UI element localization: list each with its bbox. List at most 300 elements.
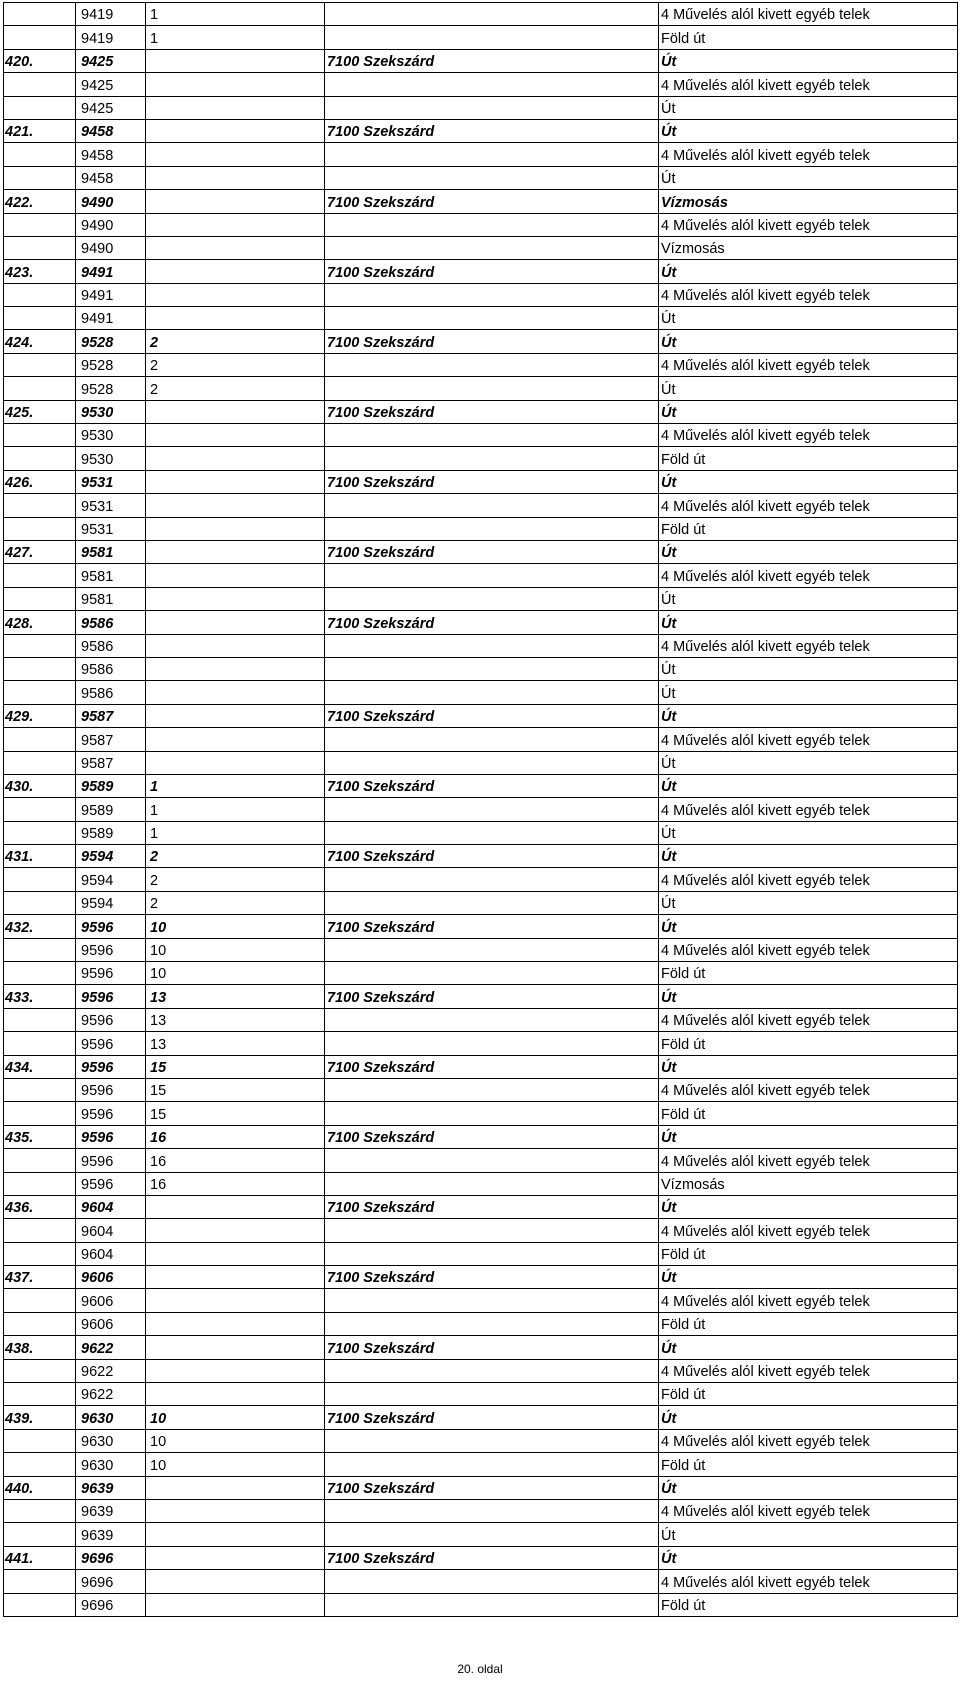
record-detail-row: [4, 213, 958, 236]
empty-location-cell: [325, 728, 659, 751]
empty-location-cell: [325, 938, 659, 961]
record-lot-number: 9531: [76, 470, 146, 493]
record-detail-row: [4, 236, 958, 259]
detail-lot-number: 9490: [76, 236, 146, 259]
empty-number-cell: [4, 447, 76, 470]
detail-lot-number: 9639: [76, 1500, 146, 1523]
record-location: 7100 Szekszárd: [325, 774, 659, 797]
detail-land-use: Út: [659, 657, 958, 680]
record-land-use: Út: [659, 1476, 958, 1499]
empty-number-cell: [4, 236, 76, 259]
detail-sub-number: [146, 96, 325, 119]
record-header-row: [4, 1336, 958, 1359]
detail-sub-number: 2: [146, 868, 325, 891]
detail-land-use: 4 Művelés alól kivett egyéb telek: [659, 868, 958, 891]
detail-lot-number: 9458: [76, 166, 146, 189]
record-lot-number: 9491: [76, 260, 146, 283]
empty-number-cell: [4, 1032, 76, 1055]
record-header-row: [4, 704, 958, 727]
empty-number-cell: [4, 1102, 76, 1125]
empty-location-cell: [325, 1008, 659, 1031]
detail-land-use: Vízmosás: [659, 1172, 958, 1195]
detail-sub-number: 15: [146, 1078, 325, 1101]
empty-location-cell: [325, 1383, 659, 1406]
record-detail-row: [4, 166, 958, 189]
empty-number-cell: [4, 143, 76, 166]
record-sub-number: [146, 119, 325, 142]
empty-location-cell: [325, 424, 659, 447]
record-detail-row: [4, 1032, 958, 1055]
record-detail-row: [4, 587, 958, 610]
detail-land-use: Föld út: [659, 1032, 958, 1055]
detail-lot-number: 9639: [76, 1523, 146, 1546]
record-land-use: Út: [659, 400, 958, 423]
detail-lot-number: 9581: [76, 564, 146, 587]
detail-sub-number: [146, 213, 325, 236]
detail-land-use: 4 Művelés alól kivett egyéb telek: [659, 424, 958, 447]
record-detail-row: [4, 307, 958, 330]
empty-number-cell: [4, 1429, 76, 1452]
record-sub-number: [146, 49, 325, 72]
detail-lot-number: 9606: [76, 1289, 146, 1312]
detail-sub-number: 13: [146, 1008, 325, 1031]
record-header-row: [4, 1546, 958, 1569]
detail-lot-number: 9596: [76, 1149, 146, 1172]
record-detail-row: [4, 447, 958, 470]
record-lot-number: 9586: [76, 611, 146, 634]
empty-location-cell: [325, 517, 659, 540]
empty-location-cell: [325, 213, 659, 236]
record-header-row: [4, 1125, 958, 1148]
detail-land-use: 4 Művelés alól kivett egyéb telek: [659, 564, 958, 587]
record-detail-row: [4, 73, 958, 96]
record-land-use: Út: [659, 470, 958, 493]
empty-location-cell: [325, 353, 659, 376]
empty-location-cell: [325, 634, 659, 657]
empty-location-cell: [325, 1570, 659, 1593]
empty-location-cell: [325, 96, 659, 119]
record-header-row: [4, 540, 958, 563]
detail-lot-number: 9622: [76, 1359, 146, 1382]
record-number: 430.: [4, 774, 76, 797]
detail-lot-number: 9530: [76, 424, 146, 447]
empty-number-cell: [4, 166, 76, 189]
record-lot-number: 9458: [76, 119, 146, 142]
detail-land-use: Út: [659, 681, 958, 704]
record-number: 440.: [4, 1476, 76, 1499]
record-detail-row: [4, 1593, 958, 1616]
record-number: 423.: [4, 260, 76, 283]
record-number: 441.: [4, 1546, 76, 1569]
detail-sub-number: [146, 1219, 325, 1242]
record-detail-row: [4, 143, 958, 166]
detail-lot-number: 9596: [76, 1008, 146, 1031]
detail-sub-number: [146, 1312, 325, 1335]
record-detail-row: [4, 1242, 958, 1265]
record-sub-number: [146, 540, 325, 563]
record-land-use: Út: [659, 611, 958, 634]
record-location: 7100 Szekszárd: [325, 704, 659, 727]
detail-sub-number: [146, 424, 325, 447]
detail-lot-number: 9490: [76, 213, 146, 236]
record-location: 7100 Szekszárd: [325, 190, 659, 213]
detail-lot-number: 9531: [76, 494, 146, 517]
record-header-row: [4, 1055, 958, 1078]
record-location: 7100 Szekszárd: [325, 1195, 659, 1218]
detail-lot-number: 9586: [76, 634, 146, 657]
record-detail-row: [4, 494, 958, 517]
detail-lot-number: 9594: [76, 868, 146, 891]
detail-lot-number: 9604: [76, 1242, 146, 1265]
detail-land-use: 4 Művelés alól kivett egyéb telek: [659, 3, 958, 26]
record-header-row: [4, 915, 958, 938]
record-location: 7100 Szekszárd: [325, 119, 659, 142]
record-location: 7100 Szekszárd: [325, 1055, 659, 1078]
record-sub-number: 1: [146, 774, 325, 797]
empty-number-cell: [4, 1453, 76, 1476]
empty-location-cell: [325, 26, 659, 49]
record-header-row: [4, 611, 958, 634]
empty-location-cell: [325, 1312, 659, 1335]
record-land-use: Út: [659, 1195, 958, 1218]
empty-number-cell: [4, 1172, 76, 1195]
detail-lot-number: 9531: [76, 517, 146, 540]
detail-sub-number: 2: [146, 377, 325, 400]
detail-sub-number: [146, 73, 325, 96]
detail-land-use: Út: [659, 307, 958, 330]
empty-location-cell: [325, 1359, 659, 1382]
record-detail-row: [4, 798, 958, 821]
record-detail-row: [4, 377, 958, 400]
record-lot-number: 9425: [76, 49, 146, 72]
detail-land-use: Föld út: [659, 1242, 958, 1265]
record-lot-number: 9589: [76, 774, 146, 797]
detail-land-use: 4 Művelés alól kivett egyéb telek: [659, 1570, 958, 1593]
record-header-row: [4, 119, 958, 142]
detail-sub-number: [146, 1593, 325, 1616]
detail-lot-number: 9596: [76, 1172, 146, 1195]
detail-sub-number: [146, 728, 325, 751]
detail-land-use: Út: [659, 166, 958, 189]
record-sub-number: [146, 1195, 325, 1218]
empty-location-cell: [325, 1219, 659, 1242]
empty-number-cell: [4, 938, 76, 961]
record-sub-number: [146, 1336, 325, 1359]
empty-location-cell: [325, 891, 659, 914]
record-header-row: [4, 330, 958, 353]
record-detail-row: [4, 1453, 958, 1476]
property-registry-table: [3, 2, 958, 1617]
empty-number-cell: [4, 962, 76, 985]
detail-sub-number: 15: [146, 1102, 325, 1125]
record-lot-number: 9587: [76, 704, 146, 727]
record-header-row: [4, 774, 958, 797]
empty-number-cell: [4, 1078, 76, 1101]
record-detail-row: [4, 681, 958, 704]
detail-sub-number: [146, 564, 325, 587]
detail-sub-number: 10: [146, 962, 325, 985]
detail-land-use: 4 Művelés alól kivett egyéb telek: [659, 1149, 958, 1172]
detail-sub-number: [146, 1523, 325, 1546]
detail-land-use: Föld út: [659, 26, 958, 49]
record-sub-number: [146, 260, 325, 283]
record-location: 7100 Szekszárd: [325, 400, 659, 423]
empty-location-cell: [325, 166, 659, 189]
record-header-row: [4, 985, 958, 1008]
detail-land-use: Föld út: [659, 447, 958, 470]
empty-number-cell: [4, 517, 76, 540]
empty-number-cell: [4, 751, 76, 774]
record-detail-row: [4, 1219, 958, 1242]
detail-land-use: 4 Művelés alól kivett egyéb telek: [659, 798, 958, 821]
record-sub-number: 16: [146, 1125, 325, 1148]
empty-number-cell: [4, 1523, 76, 1546]
detail-lot-number: 9596: [76, 1032, 146, 1055]
record-number: 438.: [4, 1336, 76, 1359]
empty-location-cell: [325, 564, 659, 587]
record-detail-row: [4, 1523, 958, 1546]
detail-lot-number: 9594: [76, 891, 146, 914]
record-sub-number: [146, 470, 325, 493]
detail-sub-number: 1: [146, 821, 325, 844]
empty-location-cell: [325, 307, 659, 330]
detail-sub-number: [146, 1359, 325, 1382]
record-header-row: [4, 1406, 958, 1429]
empty-number-cell: [4, 891, 76, 914]
record-location: 7100 Szekszárd: [325, 49, 659, 72]
detail-land-use: 4 Művelés alól kivett egyéb telek: [659, 728, 958, 751]
detail-land-use: Vízmosás: [659, 236, 958, 259]
record-land-use: Vízmosás: [659, 190, 958, 213]
empty-location-cell: [325, 821, 659, 844]
detail-lot-number: 9425: [76, 73, 146, 96]
record-number: 421.: [4, 119, 76, 142]
empty-number-cell: [4, 1219, 76, 1242]
record-land-use: Út: [659, 540, 958, 563]
detail-sub-number: 10: [146, 938, 325, 961]
record-header-row: [4, 1266, 958, 1289]
record-location: 7100 Szekszárd: [325, 1266, 659, 1289]
detail-sub-number: [146, 447, 325, 470]
empty-location-cell: [325, 657, 659, 680]
record-lot-number: 9594: [76, 845, 146, 868]
record-location: 7100 Szekszárd: [325, 1476, 659, 1499]
detail-lot-number: 9491: [76, 283, 146, 306]
detail-lot-number: 9528: [76, 353, 146, 376]
record-detail-row: [4, 283, 958, 306]
empty-number-cell: [4, 353, 76, 376]
record-detail-row: [4, 1102, 958, 1125]
record-sub-number: 15: [146, 1055, 325, 1078]
detail-sub-number: 1: [146, 3, 325, 26]
detail-sub-number: [146, 1383, 325, 1406]
empty-number-cell: [4, 3, 76, 26]
record-land-use: Út: [659, 1336, 958, 1359]
detail-land-use: 4 Művelés alól kivett egyéb telek: [659, 938, 958, 961]
empty-number-cell: [4, 1383, 76, 1406]
record-land-use: Út: [659, 704, 958, 727]
record-lot-number: 9490: [76, 190, 146, 213]
record-number: 424.: [4, 330, 76, 353]
detail-lot-number: 9530: [76, 447, 146, 470]
detail-lot-number: 9491: [76, 307, 146, 330]
record-detail-row: [4, 962, 958, 985]
empty-number-cell: [4, 1289, 76, 1312]
record-detail-row: [4, 96, 958, 119]
detail-lot-number: 9528: [76, 377, 146, 400]
record-detail-row: [4, 1008, 958, 1031]
record-land-use: Út: [659, 774, 958, 797]
empty-location-cell: [325, 447, 659, 470]
empty-number-cell: [4, 657, 76, 680]
record-location: 7100 Szekszárd: [325, 1546, 659, 1569]
record-location: 7100 Szekszárd: [325, 915, 659, 938]
detail-lot-number: 9596: [76, 1078, 146, 1101]
record-sub-number: 13: [146, 985, 325, 1008]
detail-lot-number: 9589: [76, 798, 146, 821]
detail-sub-number: [146, 494, 325, 517]
detail-land-use: 4 Művelés alól kivett egyéb telek: [659, 353, 958, 376]
empty-number-cell: [4, 728, 76, 751]
record-land-use: Út: [659, 1125, 958, 1148]
record-number: 422.: [4, 190, 76, 213]
record-number: 437.: [4, 1266, 76, 1289]
record-detail-row: [4, 1500, 958, 1523]
record-location: 7100 Szekszárd: [325, 845, 659, 868]
record-land-use: Út: [659, 915, 958, 938]
detail-land-use: 4 Művelés alól kivett egyéb telek: [659, 1359, 958, 1382]
empty-location-cell: [325, 868, 659, 891]
record-land-use: Út: [659, 119, 958, 142]
empty-location-cell: [325, 73, 659, 96]
record-sub-number: [146, 1546, 325, 1569]
empty-location-cell: [325, 1593, 659, 1616]
record-lot-number: 9528: [76, 330, 146, 353]
detail-land-use: Föld út: [659, 1102, 958, 1125]
detail-land-use: Út: [659, 821, 958, 844]
detail-sub-number: [146, 681, 325, 704]
detail-lot-number: 9581: [76, 587, 146, 610]
detail-lot-number: 9630: [76, 1429, 146, 1452]
detail-land-use: Föld út: [659, 1593, 958, 1616]
detail-lot-number: 9589: [76, 821, 146, 844]
record-sub-number: [146, 611, 325, 634]
detail-land-use: 4 Művelés alól kivett egyéb telek: [659, 213, 958, 236]
detail-sub-number: [146, 587, 325, 610]
detail-lot-number: 9622: [76, 1383, 146, 1406]
empty-location-cell: [325, 751, 659, 774]
record-number: 425.: [4, 400, 76, 423]
record-land-use: Út: [659, 49, 958, 72]
record-land-use: Út: [659, 330, 958, 353]
registry-body: [4, 3, 958, 1617]
empty-number-cell: [4, 377, 76, 400]
record-header-row: [4, 190, 958, 213]
record-land-use: Út: [659, 1546, 958, 1569]
record-number: 436.: [4, 1195, 76, 1218]
empty-number-cell: [4, 26, 76, 49]
empty-location-cell: [325, 3, 659, 26]
detail-land-use: 4 Művelés alól kivett egyéb telek: [659, 494, 958, 517]
record-detail-row: [4, 1289, 958, 1312]
empty-number-cell: [4, 1593, 76, 1616]
record-lot-number: 9596: [76, 915, 146, 938]
record-sub-number: [146, 1266, 325, 1289]
detail-land-use: Föld út: [659, 1312, 958, 1335]
empty-number-cell: [4, 1359, 76, 1382]
detail-sub-number: 1: [146, 798, 325, 821]
record-detail-row: [4, 1570, 958, 1593]
record-land-use: Út: [659, 1266, 958, 1289]
empty-number-cell: [4, 798, 76, 821]
detail-sub-number: [146, 657, 325, 680]
record-number: 420.: [4, 49, 76, 72]
record-detail-row: [4, 3, 958, 26]
detail-sub-number: 1: [146, 26, 325, 49]
detail-sub-number: [146, 1242, 325, 1265]
detail-sub-number: [146, 1289, 325, 1312]
record-number: 433.: [4, 985, 76, 1008]
empty-number-cell: [4, 96, 76, 119]
empty-location-cell: [325, 1242, 659, 1265]
empty-number-cell: [4, 1312, 76, 1335]
empty-location-cell: [325, 1172, 659, 1195]
record-sub-number: 10: [146, 1406, 325, 1429]
detail-sub-number: [146, 307, 325, 330]
detail-lot-number: 9606: [76, 1312, 146, 1335]
empty-number-cell: [4, 307, 76, 330]
detail-lot-number: 9696: [76, 1593, 146, 1616]
detail-sub-number: [146, 517, 325, 540]
record-header-row: [4, 49, 958, 72]
detail-land-use: Út: [659, 751, 958, 774]
record-detail-row: [4, 868, 958, 891]
record-detail-row: [4, 938, 958, 961]
detail-sub-number: 10: [146, 1453, 325, 1476]
detail-land-use: 4 Művelés alól kivett egyéb telek: [659, 1008, 958, 1031]
detail-lot-number: 9596: [76, 938, 146, 961]
record-sub-number: 2: [146, 845, 325, 868]
detail-lot-number: 9419: [76, 3, 146, 26]
detail-sub-number: 2: [146, 353, 325, 376]
empty-location-cell: [325, 1289, 659, 1312]
record-detail-row: [4, 1359, 958, 1382]
detail-sub-number: [146, 143, 325, 166]
record-location: 7100 Szekszárd: [325, 330, 659, 353]
record-number: 429.: [4, 704, 76, 727]
detail-lot-number: 9419: [76, 26, 146, 49]
empty-location-cell: [325, 1102, 659, 1125]
record-detail-row: [4, 821, 958, 844]
record-location: 7100 Szekszárd: [325, 985, 659, 1008]
record-location: 7100 Szekszárd: [325, 540, 659, 563]
detail-lot-number: 9587: [76, 728, 146, 751]
detail-land-use: 4 Művelés alól kivett egyéb telek: [659, 73, 958, 96]
record-detail-row: [4, 1078, 958, 1101]
record-number: 431.: [4, 845, 76, 868]
record-detail-row: [4, 1312, 958, 1335]
record-detail-row: [4, 26, 958, 49]
record-lot-number: 9581: [76, 540, 146, 563]
empty-location-cell: [325, 1032, 659, 1055]
record-lot-number: 9596: [76, 1125, 146, 1148]
empty-location-cell: [325, 1453, 659, 1476]
record-location: 7100 Szekszárd: [325, 1125, 659, 1148]
empty-number-cell: [4, 213, 76, 236]
record-number: 428.: [4, 611, 76, 634]
empty-number-cell: [4, 564, 76, 587]
detail-land-use: Föld út: [659, 1453, 958, 1476]
